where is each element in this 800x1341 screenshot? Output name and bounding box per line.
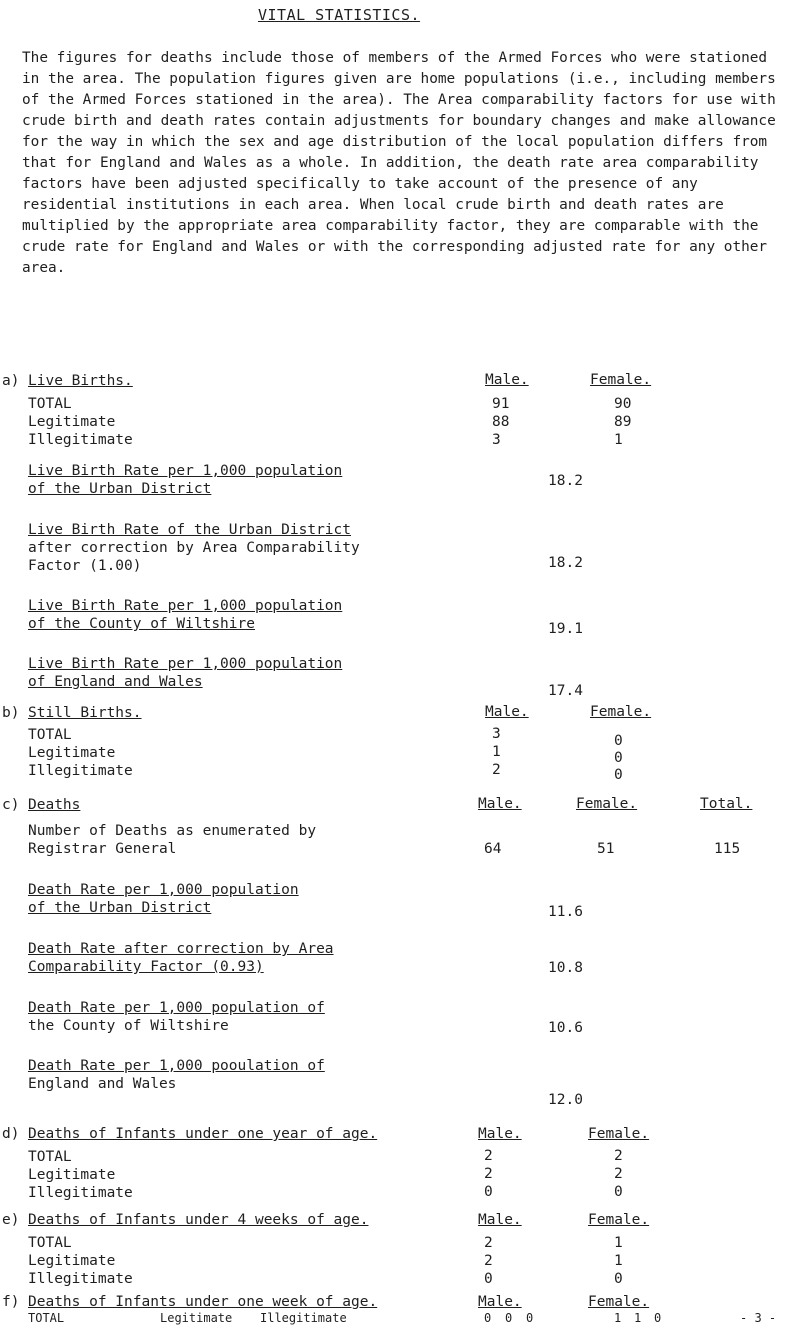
- b-col-male: Male.: [485, 704, 529, 720]
- rate-line: the County of Wiltshire: [28, 1018, 229, 1034]
- section-f-letter: f): [2, 1294, 20, 1310]
- rate-line: of the Urban District: [28, 481, 212, 497]
- table-row-label: Illegitimate: [28, 432, 133, 448]
- rate-line: Death Rate per 1,000 pooulation of: [28, 1058, 325, 1074]
- intro-paragraph: The figures for deaths include those of members of the Armed Forces who were stationed in the area. The population figures given are home populations (i.e., including members of the Armed Forces stationed in the area). The Area comparability factors for use with crude birth and death rates contain adjustments for boundary changes and make allowance for the way in which the sex and age distribution of the local population differs from that for England and Wales as a whole. In addition, the death rate area comparability factors have been adjusted specifically to take account of the presence of any residential institutions in each area. When local crude birth and death rates are multiplied by the appropriate area comparability factor, they are comparable with the crude rate for England and Wales or with the corresponding adjusted rate for any other area.: [22, 50, 776, 276]
- table-cell: 3: [492, 726, 501, 742]
- f-col-male: Male.: [478, 1294, 522, 1310]
- rate-value: 17.4: [548, 683, 583, 699]
- table-row-label: Legitimate: [28, 414, 116, 430]
- c-col-total: Total.: [700, 796, 753, 812]
- table-row-label: Legitimate: [28, 1253, 116, 1269]
- table-cell: 2: [614, 1148, 623, 1164]
- section-c-heading: Deaths: [28, 797, 81, 813]
- rate-line: Live Birth Rate of the Urban District: [28, 522, 352, 538]
- section-e-letter: e): [2, 1212, 20, 1228]
- rate-value: 10.8: [548, 960, 583, 976]
- rate-value: 10.6: [548, 1020, 583, 1036]
- table-row-label: Illegitimate: [260, 1311, 347, 1325]
- table-cell: 0: [654, 1311, 662, 1325]
- table-cell: 89: [614, 414, 632, 430]
- table-cell: 0: [614, 767, 623, 783]
- table-cell: 1: [614, 1311, 622, 1325]
- section-a-letter: a): [2, 373, 20, 389]
- rate-line: of the County of Wiltshire: [28, 616, 255, 632]
- rate-value: 19.1: [548, 621, 583, 637]
- rate-value: 11.6: [548, 904, 583, 920]
- table-cell: 1: [614, 1235, 623, 1251]
- rate-line: Death Rate after correction by Area: [28, 941, 334, 957]
- c-col-male: Male.: [478, 796, 522, 812]
- page-title: VITAL STATISTICS.: [258, 6, 421, 24]
- table-cell: 0: [614, 1184, 623, 1200]
- table-cell: 2: [484, 1148, 493, 1164]
- table-cell: 0: [526, 1311, 534, 1325]
- rate-line: Live Birth Rate per 1,000 population: [28, 463, 343, 479]
- table-cell: 2: [484, 1166, 493, 1182]
- table-row-label: TOTAL: [28, 1235, 72, 1251]
- table-cell: 0: [484, 1184, 493, 1200]
- rate-line: Live Birth Rate per 1,000 population: [28, 598, 343, 614]
- table-cell: 88: [492, 414, 510, 430]
- rate-value: 18.2: [548, 555, 583, 571]
- a-col-male: Male.: [485, 372, 529, 388]
- table-cell: 1: [614, 432, 623, 448]
- table-row-label: TOTAL: [28, 1149, 72, 1165]
- table-row-label: Illegitimate: [28, 1271, 133, 1287]
- table-cell: 1: [492, 744, 501, 760]
- rate-line: of England and Wales: [28, 674, 203, 690]
- section-f-heading: Deaths of Infants under one week of age.: [28, 1294, 378, 1310]
- rate-line: Live Birth Rate per 1,000 population: [28, 656, 343, 672]
- table-cell: 0: [614, 733, 623, 749]
- table-cell: 90: [614, 396, 632, 412]
- deaths-enum-line: Registrar General: [28, 841, 177, 857]
- deaths-female: 51: [597, 841, 615, 857]
- section-a-heading: Live Births.: [28, 373, 133, 389]
- rate-line: of the Urban District: [28, 900, 212, 916]
- table-cell: 1: [614, 1253, 623, 1269]
- table-cell: 91: [492, 396, 510, 412]
- table-row-label: Legitimate: [160, 1311, 233, 1325]
- deaths-total: 115: [714, 841, 741, 857]
- d-col-male: Male.: [478, 1126, 522, 1142]
- table-cell: 2: [484, 1253, 493, 1269]
- table-row-label: Illegitimate: [28, 1185, 133, 1201]
- a-col-female: Female.: [590, 372, 652, 388]
- table-row-label: Illegitimate: [28, 763, 133, 779]
- c-col-female: Female.: [576, 796, 638, 812]
- rate-value: 18.2: [548, 473, 583, 489]
- rate-line: after correction by Area Comparability: [28, 540, 360, 556]
- rate-line: Comparability Factor (0.93): [28, 959, 264, 975]
- rate-value: 12.0: [548, 1092, 583, 1108]
- table-cell: 2: [484, 1235, 493, 1251]
- section-b-heading: Still Births.: [28, 705, 142, 721]
- table-row-label: Legitimate: [28, 1167, 116, 1183]
- table-cell: 1: [634, 1311, 642, 1325]
- e-col-female: Female.: [588, 1212, 650, 1228]
- deaths-male: 64: [484, 841, 502, 857]
- section-d-heading: Deaths of Infants under one year of age.: [28, 1126, 378, 1142]
- f-col-female: Female.: [588, 1294, 650, 1310]
- e-col-male: Male.: [478, 1212, 522, 1228]
- rate-line: Death Rate per 1,000 population of: [28, 1000, 325, 1016]
- section-e-heading: Deaths of Infants under 4 weeks of age.: [28, 1212, 369, 1228]
- table-cell: 2: [492, 762, 501, 778]
- table-row-label: TOTAL: [28, 396, 72, 412]
- table-row-label: TOTAL: [28, 1311, 65, 1325]
- table-cell: 2: [614, 1166, 623, 1182]
- section-b-letter: b): [2, 705, 20, 721]
- rate-line: Death Rate per 1,000 population: [28, 882, 299, 898]
- table-cell: 3: [492, 432, 501, 448]
- rate-line: Factor (1.00): [28, 558, 142, 574]
- table-cell: 0: [484, 1311, 492, 1325]
- rate-line: England and Wales: [28, 1076, 177, 1092]
- section-d-letter: d): [2, 1126, 20, 1142]
- table-cell: 0: [614, 1271, 623, 1287]
- table-cell: 0: [484, 1271, 493, 1287]
- section-c-letter: c): [2, 797, 20, 813]
- table-row-label: Legitimate: [28, 745, 116, 761]
- d-col-female: Female.: [588, 1126, 650, 1142]
- b-col-female: Female.: [590, 704, 652, 720]
- table-cell: 0: [505, 1311, 513, 1325]
- page-number: - 3 -: [740, 1311, 777, 1325]
- table-cell: 0: [614, 750, 623, 766]
- deaths-enum-line: Number of Deaths as enumerated by: [28, 823, 317, 839]
- table-row-label: TOTAL: [28, 727, 72, 743]
